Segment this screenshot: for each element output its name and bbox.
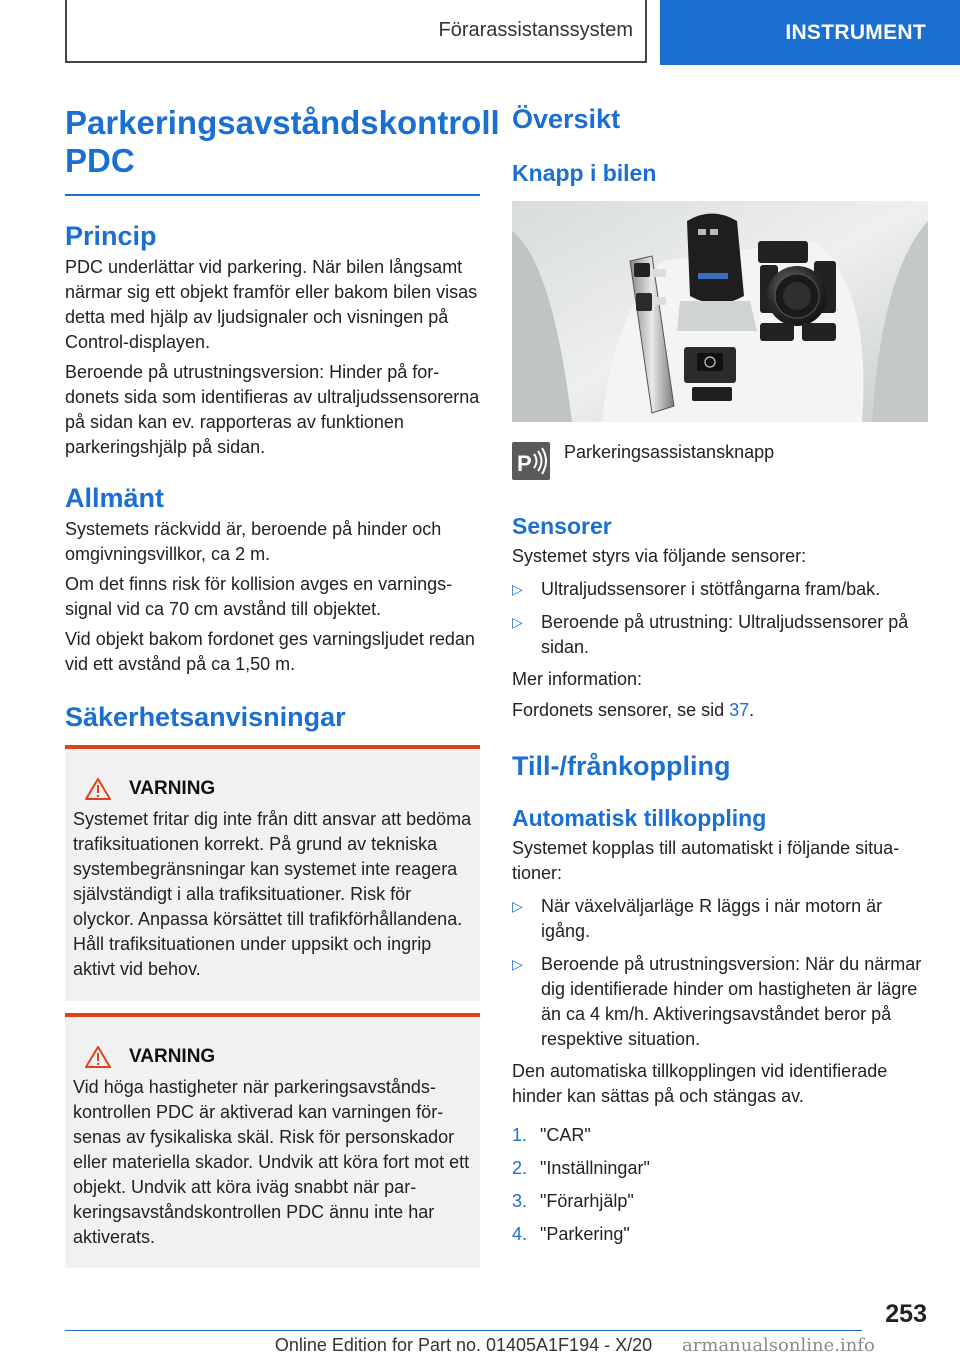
sensors-heading: Sensorer: [512, 513, 612, 539]
bullet-triangle-icon: ▷: [512, 956, 523, 972]
warning-box-2: [65, 1013, 480, 1268]
auto-item-2: Beroende på utrustningsversion: När du närmar dig identifierade hinder om hastigheten är lägre än ca 4 km/h. Aktiveringsavståndet beror på respektive situation.: [541, 954, 922, 1049]
step-number: 1.: [512, 1125, 528, 1145]
bullet-triangle-icon: ▷: [512, 614, 523, 630]
left-column: [65, 104, 500, 733]
sensors-intro: Systemet styrs via följande sensorer:: [512, 546, 807, 566]
svg-text:P: P: [517, 451, 532, 476]
warning-triangle-icon: [85, 1045, 111, 1069]
warning-triangle-icon: [85, 777, 111, 801]
page-reference-link[interactable]: 37: [729, 700, 750, 720]
step-item: [512, 1123, 928, 1148]
step-text: "Inställningar": [540, 1158, 650, 1178]
footer-divider: [65, 1330, 862, 1331]
step-number: 4.: [512, 1224, 528, 1244]
warning-title-row-2: [73, 1045, 472, 1069]
step-number: 3.: [512, 1191, 528, 1211]
list-item: [512, 610, 928, 660]
sensor-item-2: Beroende på utrustning: Ultraljudssensorer på sidan.: [541, 612, 909, 657]
center-console-photo: [512, 201, 928, 422]
step-text: "Parkering": [540, 1224, 630, 1244]
header-chapter-title: INSTRUMENT: [785, 20, 926, 44]
step-item: [512, 1156, 928, 1181]
warning-box-1: [65, 745, 480, 1001]
auto-intro: Systemet kopplas till automatiskt i följande situationer:: [512, 838, 900, 883]
page-title-line2: PDC: [65, 142, 135, 179]
step-item: [512, 1222, 928, 1247]
overview-heading: Översikt: [512, 104, 621, 134]
sensors-reference-end: .: [749, 700, 755, 720]
footer-edition: Online Edition for Part no. 01405A1F194 - X/20: [274, 1335, 653, 1355]
button-caption: Parkeringsassistansknapp: [564, 442, 775, 462]
step-text: "Förarhjälp": [540, 1191, 634, 1211]
header-section-title: Förarassistanssystem: [438, 19, 633, 41]
auto-after: Den automatiska tillkopplingen vid identifierade hinder kan sättas på och stängas av.: [512, 1061, 888, 1106]
step-number: 2.: [512, 1158, 528, 1178]
safety-heading: Säkerhetsanvisningar: [65, 702, 346, 732]
header-chapter-tab[interactable]: [660, 0, 960, 65]
warning-text-2: Vid höga hastigheter när parkeringsavståndskontrollen PDC är aktiverad kan varningen försenas av fysikaliska skäl. Risk för personskador eller materiella skador. Undvik att köra fort mot ett objekt. Undvik att köra iväg snabbt när parkeringsavståndskontrollen PDC ännu inte har aktiverats.: [73, 1077, 470, 1247]
page-number: 253: [885, 1300, 927, 1328]
princip-paragraph-2: Beroende på utrustningsversion: Hinder på fordonets sida som identifieras av ultraljudssensorerna på sidan kan ev. rapporteras av funktionen parkeringshjälp på sidan.: [65, 362, 480, 457]
bullet-triangle-icon: ▷: [512, 898, 523, 914]
auto-item-1: När växelväljarläge R läggs i när motorn är igång.: [541, 896, 883, 941]
list-item: [512, 894, 928, 944]
parking-assist-button-icon: [512, 442, 550, 480]
header-section-tab: [65, 0, 647, 63]
page-title: [65, 104, 500, 180]
onoff-section: [512, 750, 928, 1247]
sensors-section: [512, 512, 928, 723]
list-item: [512, 577, 928, 602]
watermark: armanualsonline.info: [682, 1335, 875, 1356]
list-item: [512, 952, 928, 1052]
warning-title-1: VARNING: [129, 778, 216, 799]
button-heading: Knapp i bilen: [512, 160, 657, 186]
auto-heading: Automatisk tillkoppling: [512, 805, 767, 831]
more-info-label: Mer information:: [512, 669, 643, 689]
allmant-heading: Allmänt: [65, 483, 165, 513]
onoff-heading: Till-/frånkoppling: [512, 751, 731, 781]
sensors-reference-text: Fordonets sensorer, se sid: [512, 700, 730, 720]
warning-title-row-1: [73, 777, 472, 801]
warning-text-1: Systemet fritar dig inte från ditt ansvar att bedöma trafiksituationen korrekt. På grund av tekniska systembegränsningar kan systemet inte reagera självständigt i alla trafiksituationer. Risk för olyckor. Anpassa körsättet till trafikförhållandena. Håll trafiksituationen under uppsikt och ingrip aktivt vid behov.: [73, 809, 472, 979]
step-text: "CAR": [540, 1125, 591, 1145]
warning-title-2: VARNING: [129, 1046, 216, 1067]
bullet-triangle-icon: ▷: [512, 581, 523, 597]
allmant-paragraph-1: Systemets räckvidd är, beroende på hinder och omgivningsvillkor, ca 2 m.: [65, 519, 442, 564]
princip-heading: Princip: [65, 221, 157, 251]
step-item: [512, 1189, 928, 1214]
sensor-item-1: Ultraljudssensorer i stötfångarna fram/bak.: [541, 579, 881, 599]
sensors-reference: [512, 698, 928, 723]
title-divider: [65, 194, 480, 196]
page-title-line1: Parkeringsavståndskontroll: [65, 104, 500, 141]
allmant-paragraph-3: Vid objekt bakom fordonet ges varningsljudet redan vid ett avstånd på ca 1,50 m.: [65, 629, 475, 674]
allmant-paragraph-2: Om det finns risk för kollision avges en varningssignal vid ca 70 cm avstånd till objektet.: [65, 574, 453, 619]
princip-paragraph-1: PDC underlättar vid parkering. När bilen långsamt närmar sig ett objekt framför eller bakom bilen visas detta med hjälp av ljudsignaler och visningen på Control-displayen.: [65, 257, 478, 352]
